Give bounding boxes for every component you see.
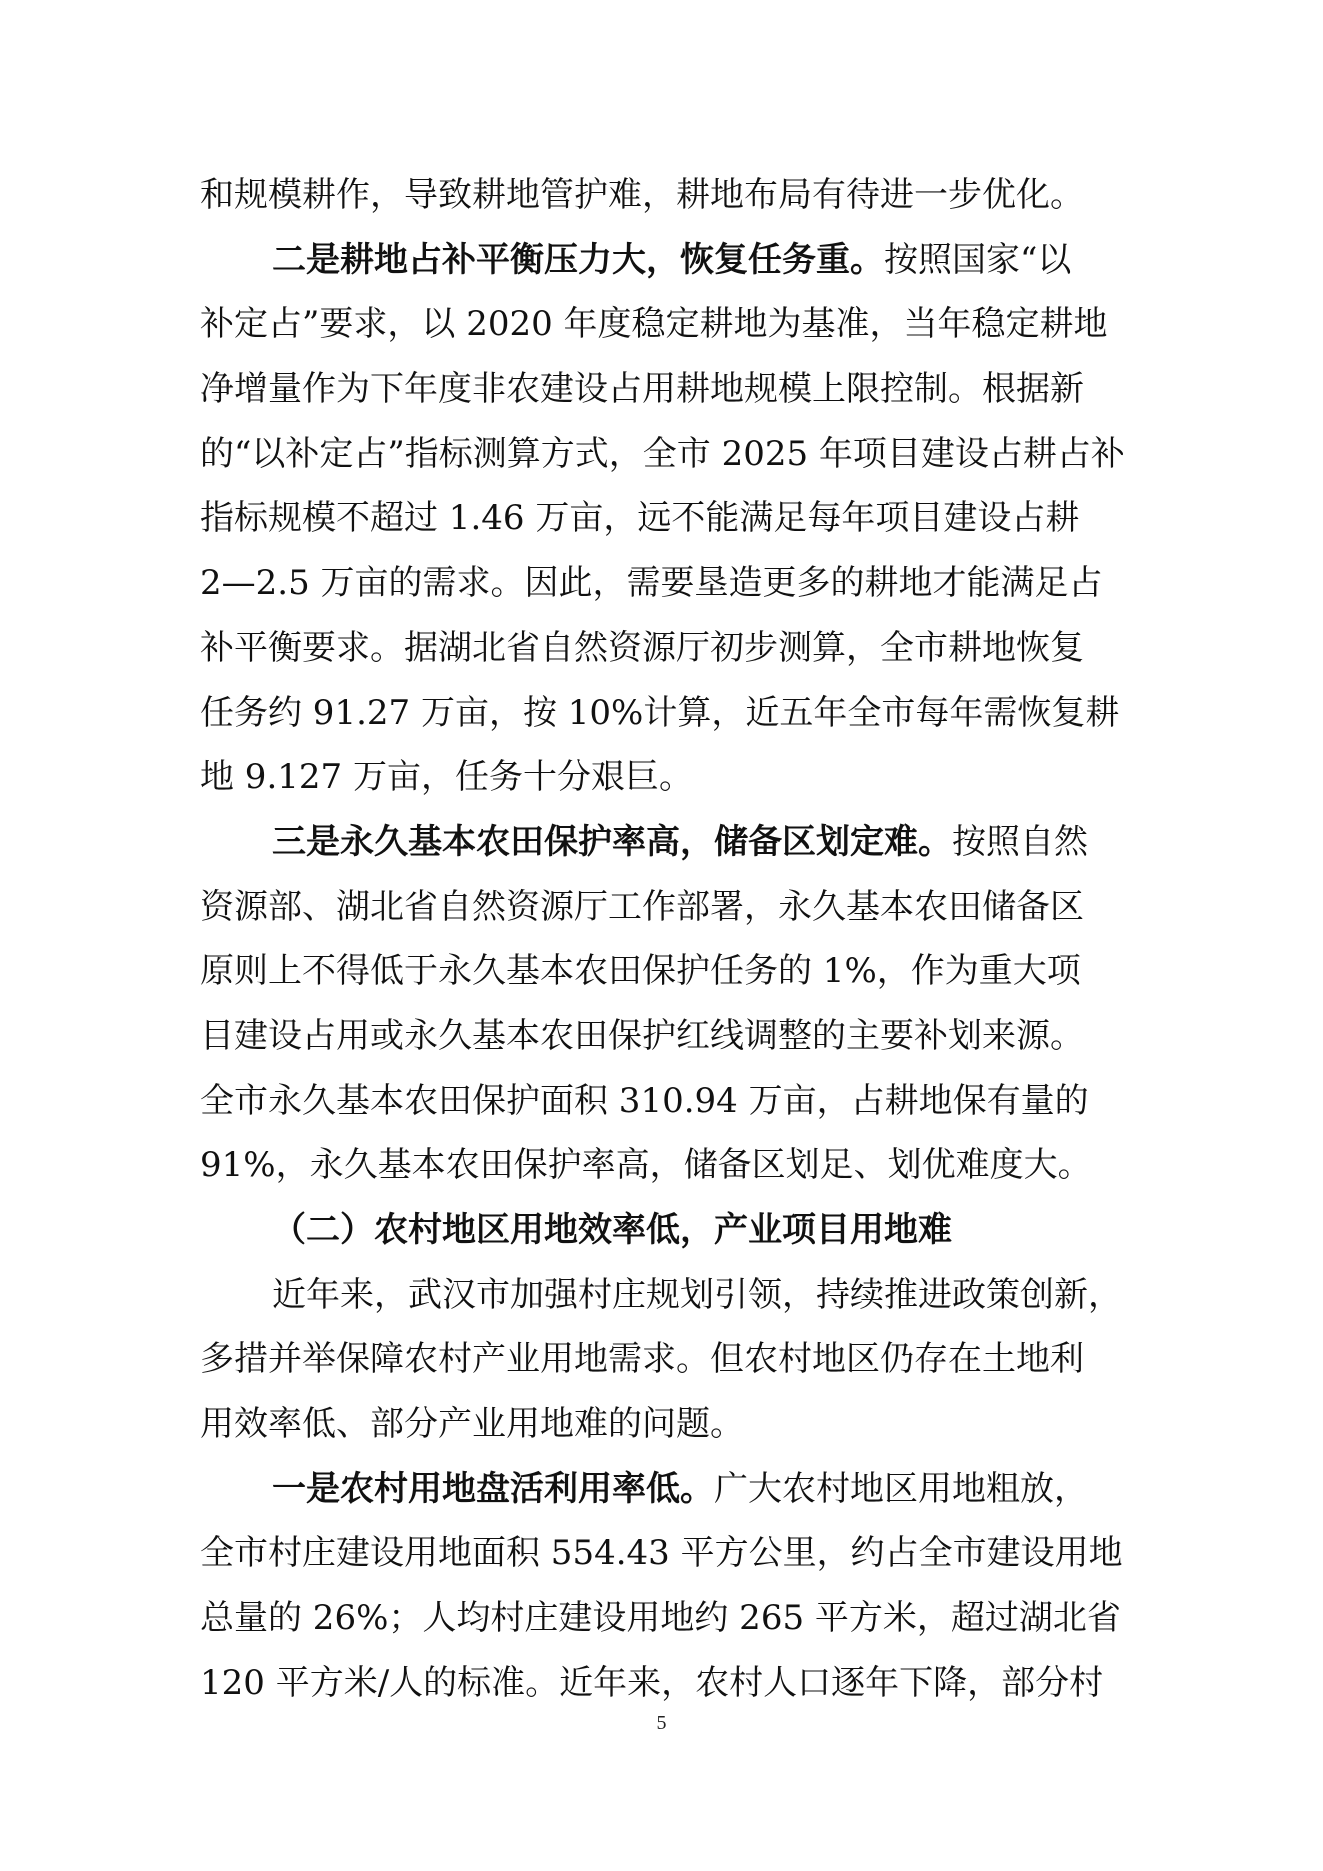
page-number: 5 [656,1712,667,1734]
paragraph-text: 按照自然 [952,821,1088,862]
text-line: 目建设占用或永久基本农田保护红线调整的主要补划来源。 [200,1015,1084,1056]
text-line: 多措并举保障农村产业用地需求。但农村地区仍存在土地利 [200,1339,1084,1380]
bold-lead-text: 二是耕地占补平衡压力大，恢复任务重。 [272,239,884,280]
section-heading: （二）农村地区用地效率低，产业项目用地难 [272,1210,952,1250]
text-line: 资源部、湖北省自然资源厅工作部署，永久基本农田储备区 [200,886,1084,927]
bold-lead-text: 三是永久基本农田保护率高，储备区划定难。 [272,821,952,862]
text-line: 2—2.5 万亩的需求。因此，需要垦造更多的耕地才能满足占 [200,563,1103,604]
text-line: 补平衡要求。据湖北省自然资源厅初步测算，全市耕地恢复 [200,627,1084,668]
text-line: 120 平方米/人的标准。近年来，农村人口逐年下降，部分村 [200,1662,1104,1703]
text-line: 全市永久基本农田保护面积 310.94 万亩，占耕地保有量的 [200,1080,1089,1121]
bold-lead-text: 一是农村用地盘活利用率低。 [272,1468,714,1509]
paragraph-lead-line [200,228,1128,293]
text-line: 净增量作为下年度非农建设占用耕地规模上限控制。根据新 [200,369,1084,410]
text-line: 地 9.127 万亩，任务十分艰巨。 [200,757,693,798]
text-line: 总量的 26%；人均村庄建设用地约 265 平方米，超过湖北省 [200,1598,1121,1639]
document-body [200,163,1128,1716]
paragraph-lead-line [200,810,1128,875]
text-line: 补定占”要求，以 2020 年度稳定耕地为基准，当年稳定耕地 [200,304,1108,345]
text-line: 指标规模不超过 1.46 万亩，远不能满足每年项目建设占耕 [200,498,1080,539]
paragraph-text: 按照国家“以 [884,239,1072,280]
text-line: 用效率低、部分产业用地难的问题。 [200,1404,744,1445]
paragraph-text: 广大农村地区用地粗放， [714,1468,1088,1509]
text-line: 和规模耕作，导致耕地管护难，耕地布局有待进一步优化。 [200,175,1084,215]
text-line: 91%，永久基本农田保护率高，储备区划足、划优难度大。 [200,1145,1092,1186]
text-line: 原则上不得低于永久基本农田保护任务的 1%，作为重大项 [200,951,1081,992]
text-line: 全市村庄建设用地面积 554.43 平方公里，约占全市建设用地 [200,1533,1123,1574]
text-line: 任务约 91.27 万亩，按 10%计算，近五年全市每年需恢复耕 [200,692,1120,733]
text-line: 的“以补定占”指标测算方式，全市 2025 年项目建设占耕占补 [200,433,1125,474]
paragraph-lead-line: 近年来，武汉市加强村庄规划引领，持续推进政策创新， [272,1274,1122,1315]
paragraph-lead-line [200,1457,1128,1522]
